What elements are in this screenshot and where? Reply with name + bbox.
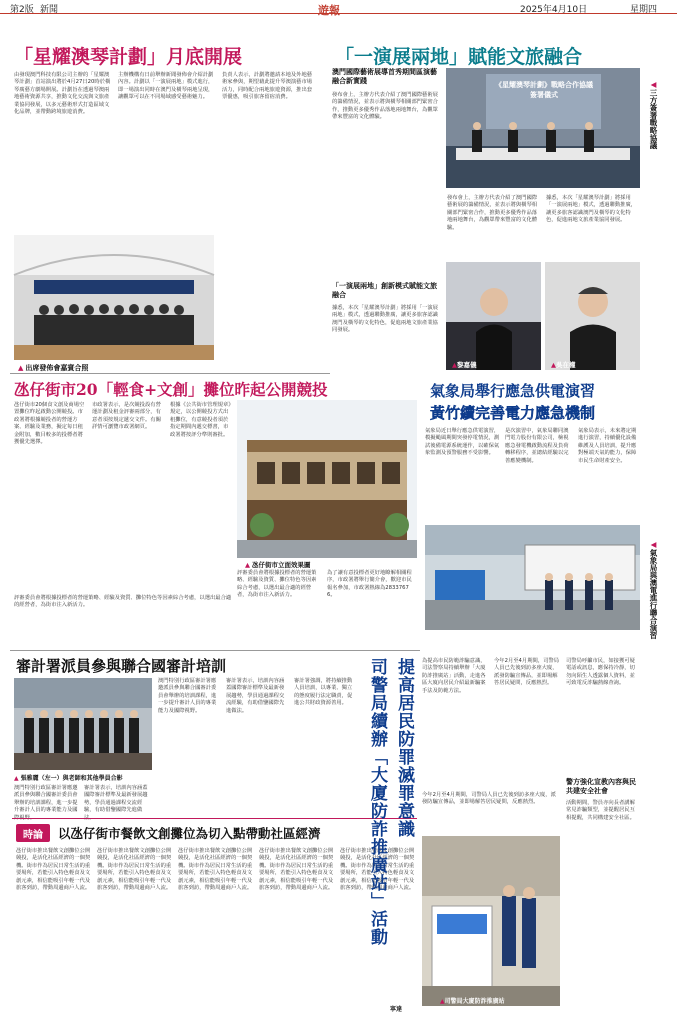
- commentary-col2: 氹仔街市推出餐飲文創攤位公開競投，是活化社區經濟的一個契機。街市作為居民日常生活的重要場所，若能引入特色輕食及文創元素，相信能吸引年輕一代及旅客到訪，帶動周邊商戶人流。: [97, 848, 172, 892]
- story4-headline: 審計署派員參與聯合國審計培訓: [16, 657, 227, 675]
- story2-col2: 市政署表示，是次競投設有營運計劃及租金評審兩部分，有意者須按規定遞交文件。有關詳情可瀏覽市政署網頁。: [92, 402, 161, 431]
- story1-headline-left: 「星耀澳琴計劃」月底開展: [14, 46, 243, 68]
- caption-marker-icon: ◀: [649, 540, 658, 549]
- story3-col1: 氣象局近日舉行應急供電演習，模擬颱風期間突發停電情況，測試後備電源系統運作，以確保氣象監測及預警服務不受影響。: [425, 428, 500, 457]
- commentary-author: 寧達: [390, 1006, 403, 1013]
- caption-marker-icon: ▲: [18, 364, 24, 372]
- story3-headline-a: 氣象局舉行應急供電演習: [430, 382, 596, 400]
- story4-col1: 澳門特別行政區審計署應邀派員參與聯合國審計委員會舉辦的培訓課程，進一步提升審計人員的專業能力及國際視野。: [14, 785, 78, 821]
- story2-col1: 氹仔街市20個食文創及商場空置攤位昨起啟動公開競投。市政署將根據競投者的營運方案、經驗及業務，擬定每日租金附加，數目較多的投標者將獲優先選擇。: [14, 402, 85, 446]
- drill-photo: [425, 525, 640, 630]
- story1-col1: 由發現澳門科技有限公司主辦的「星耀澳琴計劃」首站演出將於4月27日20時於橫琴廣藝方劇場開展。計劃旨在透過琴澳兩地藝術資源共享，推動文化交流與文旅產業協同發展，以多元藝術形式打造區域文化品牌，並帶動跨境旅遊消費。: [14, 72, 111, 116]
- story1-col3-tail: [222, 355, 316, 375]
- story1-col7: 據悉，本次「星耀澳琴計劃」將採用「一演展兩地」模式，透過聯動推廣，讓更多旅客認識澳門及橫琴的文化特色，促進兩地文旅產業協同發展。: [332, 305, 438, 334]
- section-name: 新聞: [40, 5, 59, 15]
- signing-ceremony-photo: [446, 68, 640, 188]
- divider-1: [10, 373, 330, 374]
- market-rendering-caption: ▲ 氹仔街市立面效果圖: [245, 561, 311, 569]
- commentary-col1: 氹仔街市推出餐飲文創攤位公開競投，是活化社區經濟的一個契機。街市作為居民日常生活的重要場所，若能引入特色輕食及文創元素，相信能吸引年輕一代及旅客到訪，帶動周邊商戶人流。: [16, 848, 91, 892]
- training-photo-caption: ▲ 張雅麗（左一）與老師和其他學員合影: [14, 775, 123, 782]
- police-booth-caption: ▲司警局大廈防詐推廣站: [440, 998, 505, 1005]
- story2-headline: 氹仔街市20「輕食+文創」攤位昨起公開競投: [14, 380, 328, 399]
- portrait-ng: [545, 262, 640, 370]
- story1-col2: 主辦機構有日前舉辦新聞發佈會介紹計劃內容。計劃以「一演展兩地」模式進行，即一場演出同時在澳門及橫琴兩地呈現，讓觀眾可以在不同場域感受藝術魅力。: [118, 72, 214, 101]
- portrait-lai-caption: ▲黎嘉儀: [452, 361, 477, 369]
- group-photo-caption: ▲ 出席發佈會嘉賓合照: [18, 364, 89, 372]
- masthead-logo: 遊報: [318, 4, 340, 17]
- market-rendering: [237, 400, 417, 558]
- divider-2: [10, 650, 420, 651]
- commentary-headline: 以氹仔街市餐飲文創攤位為切入點帶動社區經濟: [58, 826, 321, 841]
- story5-headline: 司警局續辦「大廈防詐推廣站」活動: [367, 658, 387, 946]
- portrait-lai: [446, 262, 541, 370]
- story5-col5: 今年2月至4月期間，司警局人員已先後到訪多座大廈，派發防騙宣傳品，並即場解答居民疑問，反應熱烈。: [422, 792, 556, 806]
- story1-subhead-1: 澳門國際藝術展導首秀期間區演藝融合新實踐: [332, 68, 437, 85]
- story4-col5: 審計署強調，將持續推動人員培訓，以專業、獨立的態度履行法定職責，促進公共財政資源善用。: [294, 678, 353, 707]
- commentary-badge: 時論: [16, 824, 50, 842]
- story1-col6: 據悉，本次「星耀澳琴計劃」將採用「一演展兩地」模式，透過聯動推廣，讓更多旅客認識澳門及橫琴的文化特色，促進兩地文旅產業協同發展。: [546, 195, 637, 224]
- story3-headline-b: 黃竹續完善電力應急機制: [430, 404, 596, 422]
- page-header: [0, 0, 677, 17]
- story4-col4: 審計署表示，培訓內容涵蓋國際審計標準及最新發展趨勢，學員通過課程交流經驗，有助借鑒國際先進做法。: [226, 678, 285, 714]
- story5-subhead: 警方強化宣教內容與民共建安全社會: [566, 778, 636, 795]
- story3-col3: 氣象局表示，未來將定期進行演習，持續優化設備維護及人員培訓，提升應對極端天氣的能力，保障市民生命財產安全。: [578, 428, 637, 464]
- story5-headline-sub: 提高居民防罪滅罪意識: [394, 658, 414, 838]
- story1-col3: 負責人表示，計劃將邀請本地及外地藝術家參與，期望藉此提升琴澳演藝市場活力，同時配合兩地旅遊資源，推出套票優惠，吸引旅客留宿消費。: [222, 72, 313, 101]
- signing-side-caption: ◀三方簽署戰略協議: [649, 80, 658, 149]
- drill-side-caption: ◀氣象局與澳電進行聯合演習: [649, 540, 658, 639]
- commentary-col3: 氹仔街市推出餐飲文創攤位公開競投，是活化社區經濟的一個契機。街市作為居民日常生活的重要場所，若能引入特色輕食及文創元素，相信能吸引年輕一代及旅客到訪，帶動周邊商戶人流。: [178, 848, 253, 892]
- portrait-ng-caption: ▲吳在權: [551, 361, 576, 369]
- story5-col4: 活動期間，警員亦向長者講解常見詐騙類型，並提醒居民互相提醒，共同構建安全社區。: [566, 800, 635, 821]
- story1-subhead-2: 「一演展兩地」創新模式賦能文旅融合: [332, 282, 437, 299]
- story2-col5: 為了讓有意投標者更好地瞭解相關程序，市政署將舉行簡介會，歡迎市民報名參加，市政署熱線為28337676。: [327, 570, 412, 599]
- commentary-col4: 氹仔街市推出餐飲文創攤位公開競投，是活化社區經濟的一個契機。街市作為居民日常生活的重要場所，若能引入特色輕食及文創元素，相信能吸引年輕一代及旅客到訪，帶動周邊商戶人流。: [259, 848, 334, 892]
- training-photo: [14, 678, 152, 770]
- story2-col6: 評審委員會將根據投標者的營運策略、經驗及資質、攤位特色等因素綜合考慮，以選出最合適的經營者，為街市注入新活力。: [14, 595, 232, 609]
- issue-date: 2025年4月10日: [520, 5, 588, 15]
- group-photo: [14, 235, 214, 360]
- story5-col2: 今年2月至4月期間，司警局人員已先後到訪多座大廈，派發防騙宣傳品，並即場解答居民疑問，反應熱烈。: [494, 658, 560, 687]
- story4-col3: 澳門特別行政區審計署應邀派員參與聯合國審計委員會舉辦的培訓課程，進一步提升審計人員的專業能力及國際視野。: [158, 678, 217, 714]
- caption-marker-icon: ◀: [649, 80, 658, 89]
- story1-headline-right: 「一演展兩地」賦能文旅融合: [335, 46, 583, 68]
- weekday: 星期四: [630, 5, 658, 15]
- page-number: 第2版: [10, 5, 34, 15]
- story1-col4: 發布會上，主辦方代表介紹了澳門國際藝術展的籌備情況，並表示將與橫琴相關部門緊密合作，推動更多優秀作品落地兩地舞台，為觀眾帶來豐富的文化體驗。: [332, 92, 438, 121]
- story1-col5: 發布會上，主辦方代表介紹了澳門國際藝術展的籌備情況，並表示將與橫琴相關部門緊密合作，推動更多優秀作品落地兩地舞台，為觀眾帶來豐富的文化體驗。: [447, 195, 538, 231]
- story5-col3: 司警局呼籲市民，如接獲可疑電話或訊息，應保持冷靜，切勿向陌生人透露個人資料，並可致電反詐騙熱線查詢。: [566, 658, 635, 687]
- story4-col2: 審計署表示，培訓內容涵蓋國際審計標準及最新發展趨勢，學員通過課程交流經驗，有助借鑒國際先進做法。: [84, 785, 148, 821]
- commentary-col5: 氹仔街市推出餐飲文創攤位公開競投，是活化社區經濟的一個契機。街市作為居民日常生活的重要場所，若能引入特色輕食及文創元素，相信能吸引年輕一代及旅客到訪，帶動周邊商戶人流。: [340, 848, 415, 892]
- slide-title: 《星耀澳琴計劃》戰略合作協議簽署儀式: [495, 81, 593, 99]
- story3-col2: 是次演習中，氣象局聯同澳門電力股份有限公司，檢視應急發電機啟動流程及負荷轉移程序，並總結經驗以完善應變機制。: [505, 428, 569, 464]
- story2-col4: 評審委員會將根據投標者的營運策略、經驗及資質、攤位特色等因素綜合考慮，以選出最合適的經營者，為街市注入新活力。: [237, 570, 317, 599]
- story2-col3: 根據《公共街市管理規章》規定，以公開競投方式出租攤位，有意競投者須於指定期間內遞交標書，市政署將按評分準則審批。: [170, 402, 231, 438]
- story5-col1: 為提高市民防範詐騙意識，司法警察局持續舉辦「大廈防詐推廣站」活動，走進各區大廈向居民介紹最新騙案手法及防範方法。: [422, 658, 486, 694]
- police-booth-photo: [422, 836, 560, 1006]
